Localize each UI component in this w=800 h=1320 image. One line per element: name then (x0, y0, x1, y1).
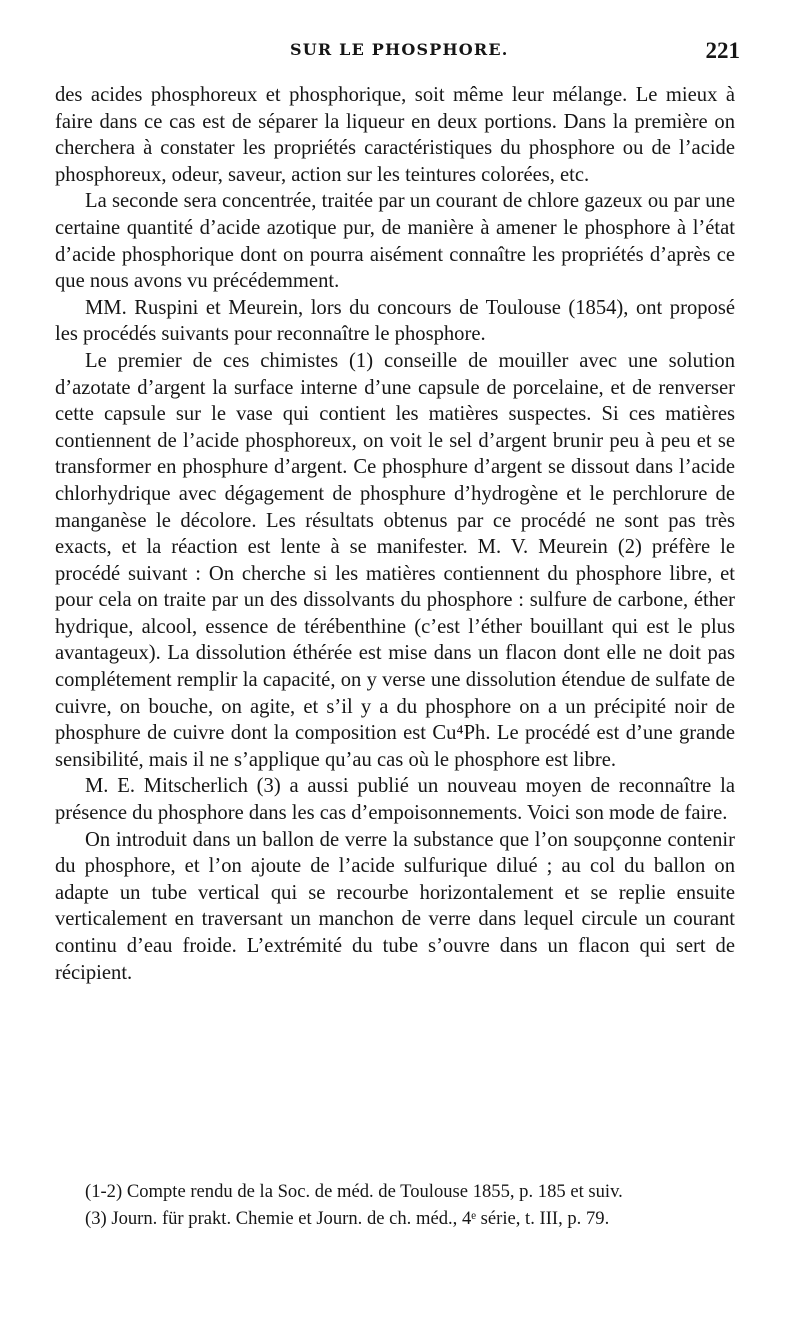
paragraph: MM. Ruspini et Meurein, lors du concours de Toulouse (1854), ont proposé les procédés suivants pour reconnaître le phosphore. (55, 296, 735, 346)
running-title: SUR LE PHOSPHORE. (290, 40, 509, 59)
paragraph: M. E. Mitscherlich (3) a aussi publié un nouveau moyen de reconnaître la présence du phosphore dans les cas d’empoisonnements. Voici son mode de faire. (55, 775, 735, 825)
page-header (50, 36, 740, 70)
paragraph: Le premier de ces chimistes (1) conseille de mouiller avec une solution d’azotate d’argent la surface interne d’une capsule de porcelaine, et de renverser cette capsule sur le vase qui contient les matières suspectes. Si ces matières contiennent de l’acide phosphoreux, on voit le sel d’argent brunir peu à peu et se transformer en phosphure d’argent. Ce phosphure d’argent se dissout dans l’acide chlorhydrique avec dégagement de phosphure d’hydrogène et le perchlorure de manganèse le décolore. Les résultats obtenus par ce procédé ne sont pas très exacts, et la réaction est lente à se manifester. M. V. Meurein (2) préfère le procédé suivant : On cherche si les matières contiennent du phosphore libre, et pour cela on traite par un des dissolvants du phosphore : sulfure de carbone, éther hydrique, alcool, essence de térébenthine (c’est l’éther bouillant qui est le plus avantageux). La dissolution éthérée est mise dans un flacon dont elle ne doit pas complétement remplir la capacité, on y verse une dissolution étendue de sulfate de cuivre, on bouche, on agite, et s’il y a du phosphore on a un précipité noir de phosphure de cuivre dont la composition est Cu⁴Ph. Le procédé est d’une grande sensibilité, mais il ne s’applique qu’au cas où le phosphore est libre. (55, 349, 735, 771)
body-text (55, 82, 735, 986)
page-number: 221 (705, 38, 740, 63)
footnote: (1-2) Compte rendu de la Soc. de méd. de Toulouse 1855, p. 185 et suiv. (85, 1181, 623, 1202)
footnote: (3) Journ. für prakt. Chemie et Journ. de ch. méd., 4ᵉ série, t. III, p. 79. (85, 1208, 610, 1229)
paragraph: La seconde sera concentrée, traitée par un courant de chlore gazeux ou par une certaine quantité d’acide azotique pur, de manière à amener le phosphore à l’état d’acide phosphorique dont on pourra aisément connaître les propriétés d’après ce que nous avons vu précédemment. (55, 190, 735, 293)
paragraph: On introduit dans un ballon de verre la substance que l’on soupçonne contenir du phosphore, et l’on ajoute de l’acide sulfurique dilué ; au col du ballon on adapte un tube vertical qui se recourbe horizontalement et se replie ensuite verticalement en traversant un manchon de verre dans lequel circule un courant continu d’eau froide. L’extrémité du tube s’ouvre dans un flacon qui sert de récipient. (55, 828, 735, 984)
footnotes (55, 1180, 735, 1234)
paragraph-continuation: des acides phosphoreux et phosphorique, soit même leur mélange. Le mieux à faire dans ce cas est de séparer la liqueur en deux portions. Dans la première on cherchera à constater les propriétés caractéristiques du phosphore ou de l’acide phosphoreux, odeur, saveur, action sur les teintures colorées, etc. (55, 84, 735, 186)
